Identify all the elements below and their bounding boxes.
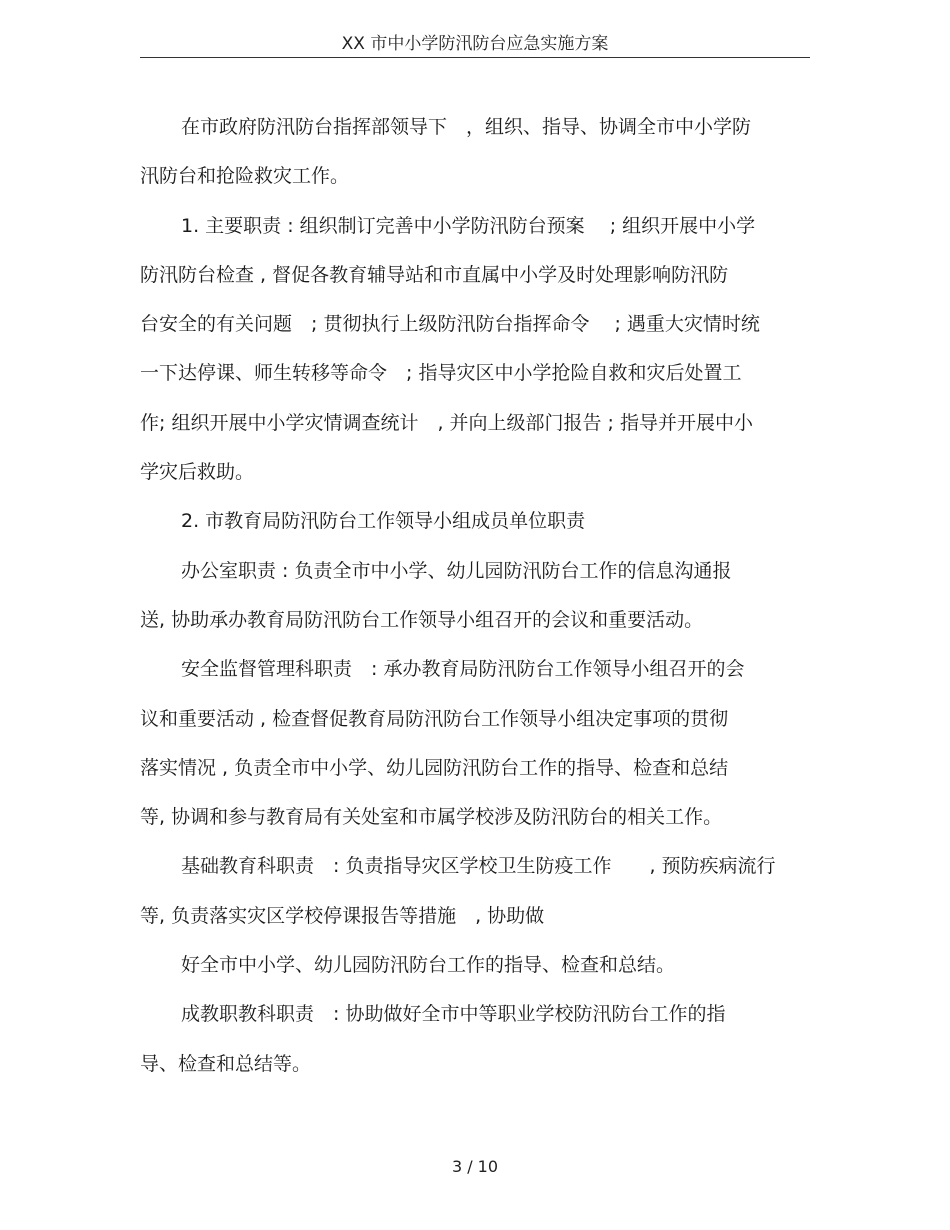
body-line: 作; 组织开展中小学灾情调查统计 , 并向上级部门报告 ; 指导并开展中小 [140, 411, 754, 434]
body-line: 在市政府防汛防台指挥部领导下 ，组织、指导、协调全市中小学防 [181, 116, 752, 138]
document-body [140, 103, 810, 1089]
body-line: 办公室职责 : 负责全市中小学、幼儿园防汛防台工作的信息沟通报 [181, 559, 732, 582]
body-line: 安全监督管理科职责 : 承办教育局防汛防台工作领导小组召开的会 [181, 658, 745, 681]
body-line: 台安全的有关问题 ; 贯彻执行上级防汛防台指挥命令 ; 遇重大灾情时统 [140, 313, 760, 336]
page-header-title: XX 市中小学防汛防台应急实施方案 [341, 34, 609, 54]
body-line: 一下达停课、师生转移等命令 ; 指导灾区中小学抢险自救和灾后处置工 [140, 362, 742, 385]
body-line: 议和重要活动 , 检查督促教育局防汛防台工作领导小组决定事项的贯彻 [140, 707, 729, 730]
body-line: 好全市中小学、幼儿园防汛防台工作的指导、检查和总结。 [181, 954, 676, 977]
body-line: 1. 主要职责 : 组织制订完善中小学防汛防台预案 ; 组织开展中小学 [181, 214, 756, 237]
body-line: 落实情况 , 负责全市中小学、幼儿园防汛防台工作的指导、检查和总结 [140, 756, 729, 779]
header-divider [140, 57, 810, 58]
body-line: 导、检查和总结等。 [140, 1052, 312, 1075]
body-line: 学灾后救助。 [140, 461, 255, 484]
body-line: 成教职教科职责 : 协助做好全市中等职业学校防汛防台工作的指 [181, 1003, 726, 1026]
body-line: 送, 协助承办教育局防汛防台工作领导小组召开的会议和重要活动。 [140, 608, 704, 631]
body-line: 防汛防台检查 , 督促各教育辅导站和市直属中小学及时处理影响防汛防 [140, 263, 729, 286]
page-number: 3 / 10 [451, 1157, 499, 1176]
body-line: 汛防台和抢险救灾工作。 [140, 165, 350, 188]
body-line: 等, 协调和参与教育局有关处室和市属学校涉及防汛防台的相关工作。 [140, 806, 723, 829]
section-heading: 2. 市教育局防汛防台工作领导小组成员单位职责 [181, 510, 586, 533]
body-line: 等, 负责落实灾区学校停课报告等措施 , 协助做 [140, 904, 545, 927]
body-line: 基础教育科职责 : 负责指导灾区学校卫生防疫工作 , 预防疾病流行 [181, 855, 776, 878]
